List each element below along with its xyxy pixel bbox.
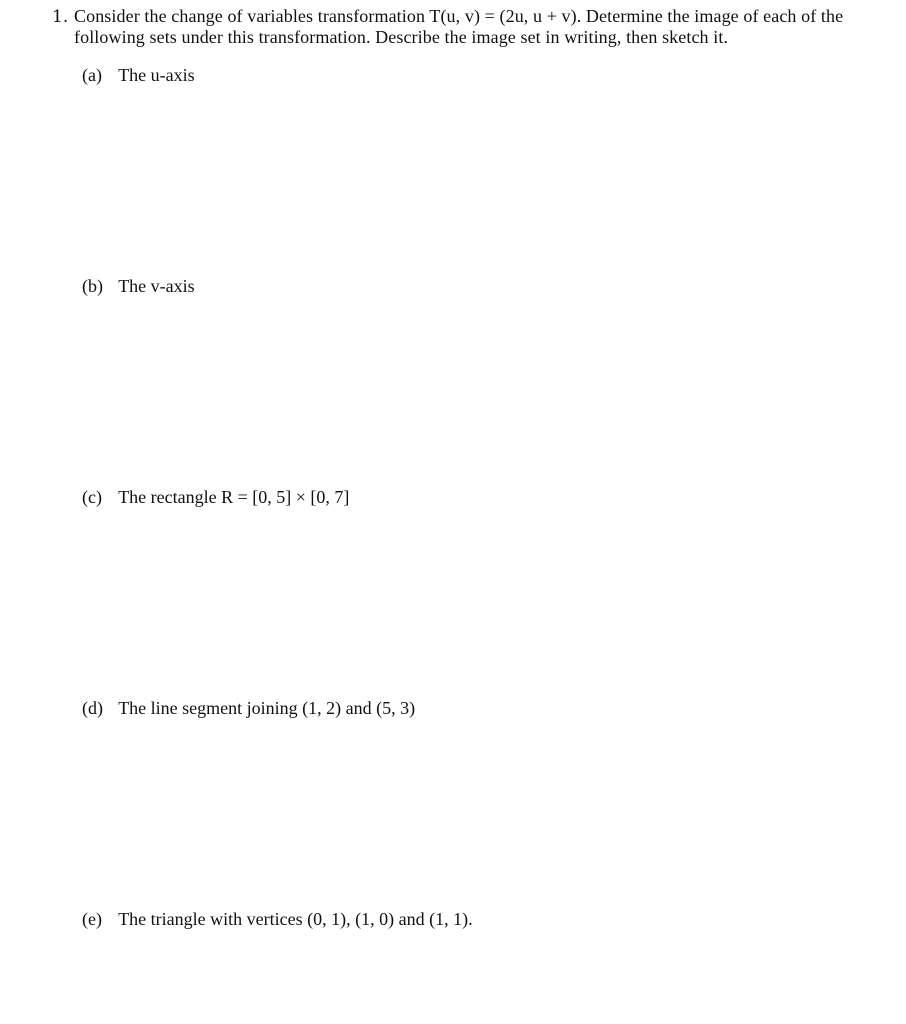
part-label: (a): [82, 65, 102, 85]
part-text: The v-axis: [118, 276, 195, 296]
part-label: (d): [82, 698, 103, 718]
problem-number: 1.: [52, 7, 69, 27]
part-text: The rectangle R = [0, 5] × [0, 7]: [118, 487, 350, 507]
problem-1: [52, 6, 882, 48]
part-text: The line segment joining (1, 2) and (5, 3): [118, 698, 416, 718]
part-d: [82, 697, 415, 719]
part-label: (b): [82, 276, 103, 296]
problem-statement: Consider the change of variables transformation T(u, v) = (2u, u + v). Determine the image of each of the following sets under this transformation. Describe the image set in writing, then sketch it.: [74, 6, 844, 47]
part-b: [82, 275, 195, 297]
part-a: [82, 64, 195, 86]
part-label: (c): [82, 487, 102, 507]
part-c: [82, 486, 349, 508]
part-e: [82, 908, 473, 930]
part-label: (e): [82, 909, 102, 929]
part-text: The u-axis: [118, 65, 195, 85]
part-text: The triangle with vertices (0, 1), (1, 0) and (1, 1).: [118, 909, 473, 929]
